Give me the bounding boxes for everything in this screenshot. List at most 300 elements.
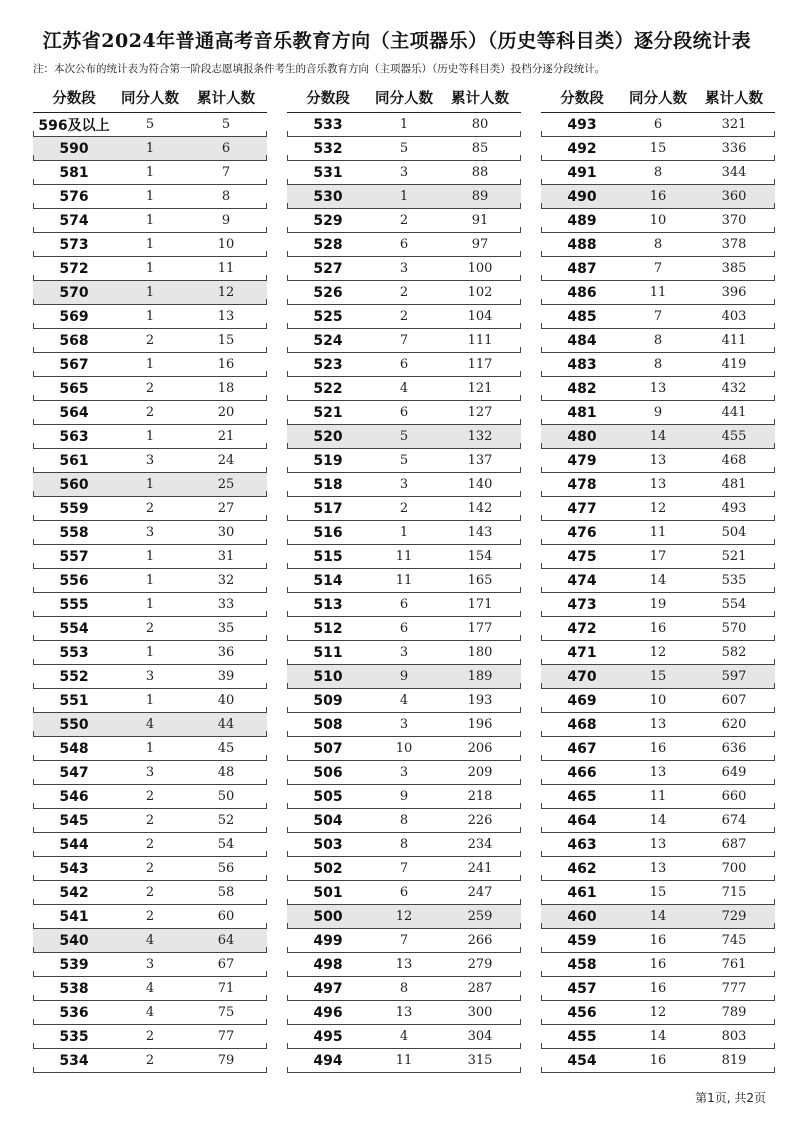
cumulative-cell: 45 <box>217 741 235 756</box>
cumulative-cell: 140 <box>467 477 493 492</box>
table-row <box>541 785 775 809</box>
same-count-cell: 15 <box>649 141 667 156</box>
score-cell: 544 <box>59 836 89 853</box>
same-count-cell: 12 <box>649 1005 667 1020</box>
score-cell: 455 <box>567 1028 597 1045</box>
same-count-cell: 13 <box>395 957 413 972</box>
score-cell: 481 <box>567 404 597 421</box>
score-cell: 502 <box>313 860 343 877</box>
cumulative-cell: 385 <box>721 261 747 276</box>
table-row <box>287 833 521 857</box>
table-row <box>287 929 521 953</box>
score-cell: 519 <box>313 452 343 469</box>
table-row <box>541 977 775 1001</box>
same-count-cell: 7 <box>399 861 409 876</box>
cumulative-cell: 104 <box>467 309 493 324</box>
table-row <box>287 281 521 305</box>
table-row <box>541 113 775 137</box>
score-cell: 533 <box>313 116 343 133</box>
table-row <box>33 713 267 737</box>
cumulative-cell: 687 <box>721 837 747 852</box>
table-row <box>33 473 267 497</box>
score-cell: 472 <box>567 620 597 637</box>
same-count-cell: 19 <box>649 597 667 612</box>
table-row <box>33 449 267 473</box>
same-count-cell: 17 <box>649 549 667 564</box>
table-row <box>287 113 521 137</box>
table-row <box>287 809 521 833</box>
table-row <box>541 209 775 233</box>
score-cell: 491 <box>567 164 597 181</box>
score-cell: 528 <box>313 236 343 253</box>
score-cell: 520 <box>313 428 343 445</box>
score-cell: 504 <box>313 812 343 829</box>
table-row <box>287 737 521 761</box>
score-cell: 596及以上 <box>38 117 110 134</box>
cumulative-cell: 15 <box>217 333 235 348</box>
cumulative-cell: 360 <box>721 189 747 204</box>
same-count-cell: 5 <box>399 141 409 156</box>
cumulative-cell: 570 <box>721 621 747 636</box>
header-cumulative: 累计人数 <box>451 90 509 107</box>
cumulative-cell: 241 <box>467 861 493 876</box>
cumulative-cell: 180 <box>467 645 493 660</box>
cumulative-cell: 535 <box>721 573 747 588</box>
score-cell: 475 <box>567 548 597 565</box>
score-cell: 487 <box>567 260 597 277</box>
same-count-cell: 13 <box>649 837 667 852</box>
table-row <box>541 953 775 977</box>
score-cell: 548 <box>59 740 89 757</box>
score-cell: 576 <box>59 188 89 205</box>
header-same-count: 同分人数 <box>121 90 179 107</box>
same-count-cell: 2 <box>145 405 155 420</box>
score-cell: 456 <box>567 1004 597 1021</box>
table-row <box>33 881 267 905</box>
score-cell: 538 <box>59 980 89 997</box>
table-row <box>33 1001 267 1025</box>
score-cell: 518 <box>313 476 343 493</box>
table-row <box>541 377 775 401</box>
same-count-cell: 3 <box>145 525 155 540</box>
score-cell: 490 <box>567 188 597 205</box>
same-count-cell: 6 <box>399 405 409 420</box>
cumulative-cell: 481 <box>721 477 747 492</box>
score-cell: 547 <box>59 764 89 781</box>
table-row <box>541 233 775 257</box>
same-count-cell: 6 <box>399 621 409 636</box>
score-cell: 458 <box>567 956 597 973</box>
same-count-cell: 4 <box>145 1005 155 1020</box>
cumulative-cell: 154 <box>467 549 493 564</box>
score-cell: 565 <box>59 380 89 397</box>
cumulative-cell: 32 <box>217 573 235 588</box>
score-cell: 569 <box>59 308 89 325</box>
same-count-cell: 16 <box>649 933 667 948</box>
table-row <box>33 929 267 953</box>
table-row <box>33 401 267 425</box>
score-cell: 500 <box>313 908 343 925</box>
cumulative-cell: 789 <box>721 1005 747 1020</box>
same-count-cell: 16 <box>649 981 667 996</box>
table-row <box>287 545 521 569</box>
score-cell: 550 <box>59 716 89 733</box>
same-count-cell: 3 <box>399 261 409 276</box>
cumulative-cell: 803 <box>721 1029 747 1044</box>
cumulative-cell: 468 <box>721 453 747 468</box>
cumulative-cell: 206 <box>467 741 493 756</box>
score-cell: 564 <box>59 404 89 421</box>
same-count-cell: 10 <box>649 693 667 708</box>
cumulative-cell: 143 <box>467 525 493 540</box>
same-count-cell: 1 <box>145 357 155 372</box>
table-row <box>33 113 267 137</box>
table-row <box>541 1025 775 1049</box>
score-cell: 539 <box>59 956 89 973</box>
same-count-cell: 13 <box>649 477 667 492</box>
same-count-cell: 5 <box>145 117 155 132</box>
cumulative-cell: 700 <box>721 861 747 876</box>
cumulative-cell: 300 <box>467 1005 493 1020</box>
cumulative-cell: 432 <box>721 381 747 396</box>
score-cell: 479 <box>567 452 597 469</box>
same-count-cell: 15 <box>649 669 667 684</box>
table-row <box>287 257 521 281</box>
same-count-cell: 11 <box>649 525 667 540</box>
score-cell: 541 <box>59 908 89 925</box>
table-row <box>541 1049 775 1073</box>
cumulative-cell: 79 <box>217 1053 235 1068</box>
score-cell: 531 <box>313 164 343 181</box>
cumulative-cell: 88 <box>471 165 489 180</box>
cumulative-cell: 6 <box>221 141 231 156</box>
score-cell: 464 <box>567 812 597 829</box>
table-row <box>541 185 775 209</box>
same-count-cell: 1 <box>145 429 155 444</box>
table-row <box>287 425 521 449</box>
same-count-cell: 3 <box>399 645 409 660</box>
same-count-cell: 8 <box>653 357 663 372</box>
cumulative-cell: 27 <box>217 501 235 516</box>
cumulative-cell: 33 <box>217 597 235 612</box>
score-cell: 514 <box>313 572 343 589</box>
score-cell: 494 <box>313 1052 343 1069</box>
cumulative-cell: 85 <box>471 141 489 156</box>
cumulative-cell: 279 <box>467 957 493 972</box>
cumulative-cell: 30 <box>217 525 235 540</box>
header-score: 分数段 <box>52 90 96 107</box>
table-row <box>33 281 267 305</box>
table-row <box>541 497 775 521</box>
same-count-cell: 8 <box>653 333 663 348</box>
table-row <box>33 569 267 593</box>
table-row <box>287 857 521 881</box>
score-cell: 461 <box>567 884 597 901</box>
same-count-cell: 8 <box>399 981 409 996</box>
header-same-count: 同分人数 <box>375 90 433 107</box>
cumulative-cell: 121 <box>467 381 493 396</box>
table-row <box>541 545 775 569</box>
score-cell: 509 <box>313 692 343 709</box>
score-cell: 554 <box>59 620 89 637</box>
same-count-cell: 2 <box>145 861 155 876</box>
same-count-cell: 7 <box>653 309 663 324</box>
score-cell: 508 <box>313 716 343 733</box>
cumulative-cell: 52 <box>217 813 235 828</box>
same-count-cell: 10 <box>649 213 667 228</box>
table-row <box>33 233 267 257</box>
table-row <box>541 737 775 761</box>
same-count-cell: 2 <box>399 213 409 228</box>
same-count-cell: 2 <box>145 501 155 516</box>
cumulative-cell: 177 <box>467 621 493 636</box>
score-cell: 545 <box>59 812 89 829</box>
table-row <box>287 401 521 425</box>
score-cell: 498 <box>313 956 343 973</box>
score-cell: 516 <box>313 524 343 541</box>
same-count-cell: 1 <box>145 213 155 228</box>
score-cell: 524 <box>313 332 343 349</box>
score-cell: 493 <box>567 116 597 133</box>
table-header <box>287 82 521 113</box>
score-cell: 515 <box>313 548 343 565</box>
table-row <box>287 137 521 161</box>
score-cell: 525 <box>313 308 343 325</box>
table-row <box>287 521 521 545</box>
cumulative-cell: 411 <box>721 333 747 348</box>
cumulative-cell: 31 <box>217 549 235 564</box>
cumulative-cell: 193 <box>467 693 493 708</box>
same-count-cell: 4 <box>145 933 155 948</box>
score-cell: 463 <box>567 836 597 853</box>
same-count-cell: 13 <box>395 1005 413 1020</box>
score-cell: 512 <box>313 620 343 637</box>
same-count-cell: 1 <box>145 693 155 708</box>
same-count-cell: 2 <box>145 885 155 900</box>
score-cell: 542 <box>59 884 89 901</box>
score-cell: 501 <box>313 884 343 901</box>
score-cell: 483 <box>567 356 597 373</box>
same-count-cell: 2 <box>145 909 155 924</box>
same-count-cell: 13 <box>649 717 667 732</box>
table-row <box>541 641 775 665</box>
table-row <box>33 833 267 857</box>
table-row <box>541 569 775 593</box>
same-count-cell: 16 <box>649 621 667 636</box>
table-row <box>287 353 521 377</box>
same-count-cell: 1 <box>145 285 155 300</box>
table-row <box>541 689 775 713</box>
score-cell: 552 <box>59 668 89 685</box>
cumulative-cell: 649 <box>721 765 747 780</box>
same-count-cell: 1 <box>145 237 155 252</box>
same-count-cell: 6 <box>399 357 409 372</box>
table-row <box>33 1025 267 1049</box>
cumulative-cell: 44 <box>217 717 235 732</box>
table-row <box>287 713 521 737</box>
same-count-cell: 14 <box>649 813 667 828</box>
cumulative-cell: 455 <box>721 429 747 444</box>
table-row <box>287 881 521 905</box>
table-row <box>33 521 267 545</box>
same-count-cell: 12 <box>649 501 667 516</box>
score-cell: 535 <box>59 1028 89 1045</box>
cumulative-cell: 336 <box>721 141 747 156</box>
cumulative-cell: 137 <box>467 453 493 468</box>
cumulative-cell: 597 <box>721 669 747 684</box>
score-cell: 511 <box>313 644 343 661</box>
score-cell: 543 <box>59 860 89 877</box>
score-cell: 454 <box>567 1052 597 1069</box>
same-count-cell: 6 <box>399 885 409 900</box>
cumulative-cell: 209 <box>467 765 493 780</box>
cumulative-cell: 97 <box>471 237 489 252</box>
score-cell: 551 <box>59 692 89 709</box>
score-cell: 558 <box>59 524 89 541</box>
score-cell: 517 <box>313 500 343 517</box>
table-row <box>33 641 267 665</box>
cumulative-cell: 344 <box>721 165 747 180</box>
score-cell: 478 <box>567 476 597 493</box>
same-count-cell: 9 <box>653 405 663 420</box>
table-row <box>541 665 775 689</box>
cumulative-cell: 218 <box>467 789 493 804</box>
cumulative-cell: 10 <box>217 237 235 252</box>
same-count-cell: 6 <box>653 117 663 132</box>
cumulative-cell: 304 <box>467 1029 493 1044</box>
same-count-cell: 11 <box>395 549 413 564</box>
table-row <box>33 545 267 569</box>
header-cumulative: 累计人数 <box>197 90 255 107</box>
score-cell: 507 <box>313 740 343 757</box>
same-count-cell: 2 <box>145 381 155 396</box>
same-count-cell: 4 <box>145 717 155 732</box>
table-row <box>541 329 775 353</box>
same-count-cell: 1 <box>145 477 155 492</box>
table-row <box>287 329 521 353</box>
score-cell: 572 <box>59 260 89 277</box>
cumulative-cell: 13 <box>217 309 235 324</box>
table-row <box>541 881 775 905</box>
cumulative-cell: 142 <box>467 501 493 516</box>
cumulative-cell: 117 <box>467 357 493 372</box>
table-row <box>33 737 267 761</box>
score-cell: 489 <box>567 212 597 229</box>
same-count-cell: 14 <box>649 909 667 924</box>
table-row <box>33 305 267 329</box>
same-count-cell: 16 <box>649 189 667 204</box>
score-cell: 476 <box>567 524 597 541</box>
table-row <box>33 497 267 521</box>
same-count-cell: 3 <box>145 957 155 972</box>
cumulative-cell: 504 <box>721 525 747 540</box>
cumulative-cell: 64 <box>217 933 235 948</box>
same-count-cell: 1 <box>145 741 155 756</box>
same-count-cell: 3 <box>399 477 409 492</box>
cumulative-cell: 777 <box>721 981 747 996</box>
cumulative-cell: 20 <box>217 405 235 420</box>
cumulative-cell: 18 <box>217 381 235 396</box>
same-count-cell: 1 <box>145 645 155 660</box>
same-count-cell: 11 <box>649 789 667 804</box>
same-count-cell: 8 <box>399 813 409 828</box>
cumulative-cell: 370 <box>721 213 747 228</box>
same-count-cell: 16 <box>649 957 667 972</box>
score-cell: 527 <box>313 260 343 277</box>
table-row <box>541 617 775 641</box>
table-row <box>287 977 521 1001</box>
table-row <box>541 833 775 857</box>
same-count-cell: 3 <box>399 717 409 732</box>
score-cell: 570 <box>59 284 89 301</box>
cumulative-cell: 50 <box>217 789 235 804</box>
table-row <box>541 929 775 953</box>
cumulative-cell: 71 <box>217 981 235 996</box>
header-same-count: 同分人数 <box>629 90 687 107</box>
cumulative-cell: 636 <box>721 741 747 756</box>
score-cell: 470 <box>567 668 597 685</box>
table-row <box>287 785 521 809</box>
same-count-cell: 13 <box>649 861 667 876</box>
same-count-cell: 6 <box>399 597 409 612</box>
same-count-cell: 3 <box>399 765 409 780</box>
same-count-cell: 1 <box>145 261 155 276</box>
table-row <box>33 785 267 809</box>
header-cumulative: 累计人数 <box>705 90 763 107</box>
cumulative-cell: 674 <box>721 813 747 828</box>
score-cell: 482 <box>567 380 597 397</box>
table-row <box>287 617 521 641</box>
cumulative-cell: 441 <box>721 405 747 420</box>
score-cell: 555 <box>59 596 89 613</box>
cumulative-cell: 189 <box>467 669 493 684</box>
score-cell: 557 <box>59 548 89 565</box>
same-count-cell: 6 <box>399 237 409 252</box>
cumulative-cell: 165 <box>467 573 493 588</box>
score-cell: 526 <box>313 284 343 301</box>
table-header <box>541 82 775 113</box>
cumulative-cell: 266 <box>467 933 493 948</box>
score-cell: 499 <box>313 932 343 949</box>
table-row <box>287 761 521 785</box>
same-count-cell: 1 <box>145 597 155 612</box>
score-cell: 530 <box>313 188 343 205</box>
cumulative-cell: 48 <box>217 765 235 780</box>
same-count-cell: 11 <box>649 285 667 300</box>
cumulative-cell: 67 <box>217 957 235 972</box>
same-count-cell: 3 <box>145 765 155 780</box>
same-count-cell: 2 <box>145 621 155 636</box>
same-count-cell: 9 <box>399 789 409 804</box>
cumulative-cell: 582 <box>721 645 747 660</box>
page-title: 江苏省2024年普通高考音乐教育方向（主项器乐）（历史等科目类）逐分段统计表 <box>42 30 752 52</box>
cumulative-cell: 761 <box>721 957 747 972</box>
score-cell: 496 <box>313 1004 343 1021</box>
cumulative-cell: 91 <box>471 213 489 228</box>
cumulative-cell: 80 <box>471 117 489 132</box>
score-table-column-3 <box>541 82 775 1073</box>
cumulative-cell: 396 <box>721 285 747 300</box>
cumulative-cell: 56 <box>217 861 235 876</box>
score-cell: 486 <box>567 284 597 301</box>
same-count-cell: 16 <box>649 741 667 756</box>
cumulative-cell: 554 <box>721 597 747 612</box>
same-count-cell: 11 <box>395 1053 413 1068</box>
score-cell: 477 <box>567 500 597 517</box>
cumulative-cell: 287 <box>467 981 493 996</box>
cumulative-cell: 620 <box>721 717 747 732</box>
score-cell: 474 <box>567 572 597 589</box>
